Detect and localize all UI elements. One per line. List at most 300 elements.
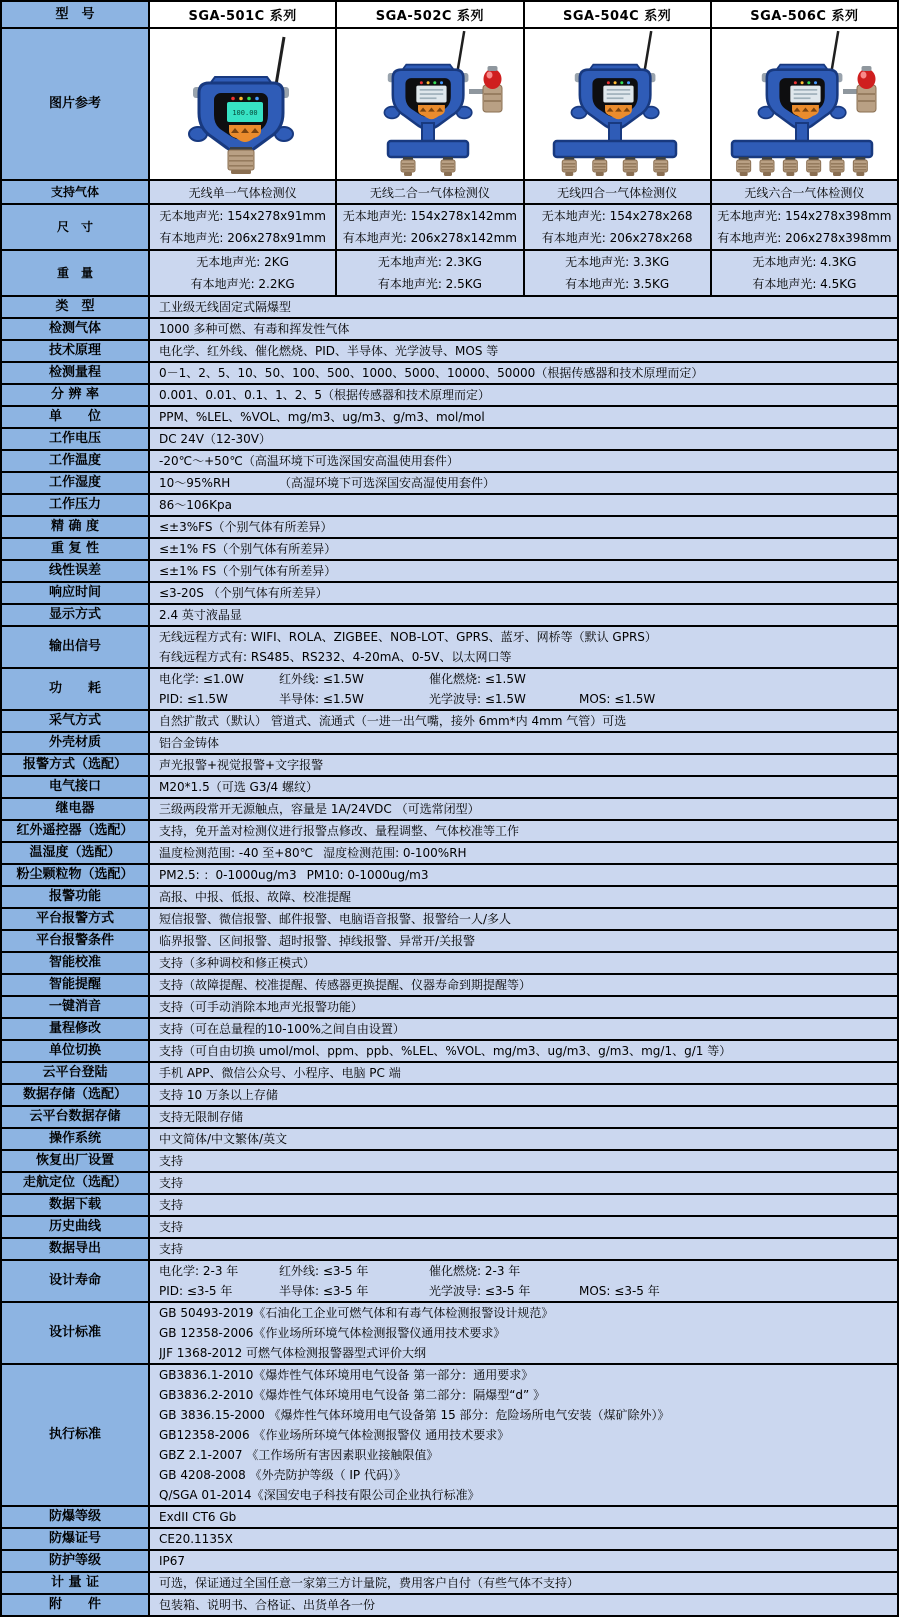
support-gas-value: 无线四合一气体检测仪 xyxy=(525,181,710,203)
spec-row xyxy=(2,777,897,797)
spec-text: 光学波导: ≤3-5 年 xyxy=(429,1284,531,1298)
spec-label: 智能提醒 xyxy=(2,975,148,995)
spec-text: MOS: ≤3-5 年 xyxy=(579,1284,660,1298)
spec-label: 重 复 性 xyxy=(2,539,148,559)
spec-text: 红外线: ≤3-5 年 xyxy=(279,1264,369,1278)
size-line: 有本地声光: 206x278x398mm xyxy=(717,231,892,245)
gas-detector-1-sensor-icon xyxy=(151,29,335,179)
weight-value xyxy=(150,251,335,295)
spec-line xyxy=(159,473,893,493)
spec-value xyxy=(150,1365,897,1505)
svg-text:100.00: 100.00 xyxy=(231,109,258,117)
spec-line xyxy=(159,605,893,625)
spec-row xyxy=(2,1529,897,1549)
spec-line xyxy=(159,539,893,559)
size-value xyxy=(150,205,335,249)
size-line: 无本地声光: 154x278x142mm xyxy=(342,209,517,223)
spec-row xyxy=(2,931,897,951)
spec-text: MOS: ≤1.5W xyxy=(579,692,656,706)
weight-line: 无本地声光: 3.3KG xyxy=(565,255,670,269)
spec-row xyxy=(2,1573,897,1593)
spec-value xyxy=(150,1507,897,1527)
spec-label: 防爆证号 xyxy=(2,1529,148,1549)
spec-text: ≤±1% FS（个别气体有所差异） xyxy=(159,542,337,556)
spec-row xyxy=(2,1129,897,1149)
size-row xyxy=(2,205,897,249)
spec-value xyxy=(150,605,897,625)
spec-line xyxy=(159,755,893,775)
spec-row xyxy=(2,363,897,383)
spec-value xyxy=(150,1217,897,1237)
spec-value xyxy=(150,627,897,667)
spec-line xyxy=(159,1063,893,1083)
spec-text: 催化燃烧: 2-3 年 xyxy=(429,1264,521,1278)
spec-row xyxy=(2,909,897,929)
spec-row xyxy=(2,669,897,709)
size-line: 无本地声光: 154x278x268 xyxy=(541,209,693,223)
spec-line xyxy=(159,1425,893,1445)
spec-label: 显示方式 xyxy=(2,605,148,625)
spec-value xyxy=(150,1019,897,1039)
spec-value xyxy=(150,385,897,405)
size-line: 有本地声光: 206x278x268 xyxy=(541,231,693,245)
spec-label: 数据下载 xyxy=(2,1195,148,1215)
spec-label: 一键消音 xyxy=(2,997,148,1017)
spec-line xyxy=(159,777,893,797)
spec-value xyxy=(150,669,897,709)
spec-value xyxy=(150,341,897,361)
spec-row xyxy=(2,1151,897,1171)
spec-label: 单 位 xyxy=(2,407,148,427)
spec-label: 执行标准 xyxy=(2,1365,148,1505)
product-image-cell-2 xyxy=(337,29,522,179)
spec-value xyxy=(150,1107,897,1127)
spec-text: 催化燃烧: ≤1.5W xyxy=(429,672,526,686)
spec-line xyxy=(159,1107,893,1127)
spec-text: ≤±3%FS（个别气体有所差异） xyxy=(159,520,333,534)
spec-row xyxy=(2,711,897,731)
spec-row xyxy=(2,1261,897,1301)
spec-text: ExdII CT6 Gb xyxy=(159,1510,237,1524)
spec-row xyxy=(2,297,897,317)
spec-label: 采气方式 xyxy=(2,711,148,731)
gas-detector-2-sensor-with-beacon-icon xyxy=(338,29,522,179)
spec-text: 包装箱、说明书、合格证、出货单各一份 xyxy=(159,1598,376,1612)
spec-row xyxy=(2,319,897,339)
spec-value xyxy=(150,1129,897,1149)
spec-line xyxy=(159,647,893,667)
spec-value xyxy=(150,583,897,603)
spec-text: PID: ≤3-5 年 xyxy=(159,1284,233,1298)
spec-value xyxy=(150,429,897,449)
spec-row xyxy=(2,539,897,559)
support-gas-label: 支持气体 xyxy=(2,181,148,203)
spec-value xyxy=(150,451,897,471)
spec-value xyxy=(150,931,897,951)
spec-text: 光学波导: ≤1.5W xyxy=(429,692,526,706)
spec-value xyxy=(150,1173,897,1193)
spec-row xyxy=(2,1173,897,1193)
spec-text: 电化学: 2-3 年 xyxy=(159,1264,239,1278)
spec-text: JJF 1368-2012 可燃气体检测报警器型式评价大纲 xyxy=(159,1346,427,1360)
spec-row xyxy=(2,953,897,973)
spec-value xyxy=(150,1063,897,1083)
spec-text: CE20.1135X xyxy=(159,1532,233,1546)
spec-line xyxy=(159,297,893,317)
spec-line xyxy=(159,1465,893,1485)
spec-text: 支持，免开盖对检测仪进行报警点修改、量程调整、气体校准等工作 xyxy=(159,824,520,838)
model-header-sga-504c: SGA-504C 系列 xyxy=(525,2,710,27)
spec-row xyxy=(2,583,897,603)
spec-text: GB 3836.15-2000 《爆炸性气体环境用电气设备第 15 部分：危险场所电气安装（煤矿除外）》 xyxy=(159,1408,670,1422)
spec-row xyxy=(2,1085,897,1105)
spec-line xyxy=(159,953,893,973)
spec-text: PM10: 0-1000ug/m3 xyxy=(306,868,429,882)
weight-value xyxy=(525,251,710,295)
spec-label: 附 件 xyxy=(2,1595,148,1615)
spec-label: 线性误差 xyxy=(2,561,148,581)
spec-value xyxy=(150,777,897,797)
spec-text: 声光报警+视觉报警+文字报警 xyxy=(159,758,324,772)
spec-row xyxy=(2,385,897,405)
spec-label: 设计标准 xyxy=(2,1303,148,1363)
spec-line xyxy=(159,407,893,427)
spec-value xyxy=(150,1595,897,1615)
spec-row xyxy=(2,429,897,449)
spec-line xyxy=(159,821,893,841)
spec-row xyxy=(2,843,897,863)
spec-line xyxy=(159,1019,893,1039)
spec-row xyxy=(2,1595,897,1615)
spec-label: 智能校准 xyxy=(2,953,148,973)
spec-text: GB 4208-2008 《外壳防护等级（ IP 代码）》 xyxy=(159,1468,406,1482)
model-header-row xyxy=(2,2,897,27)
spec-row xyxy=(2,1365,897,1505)
weight-label: 重 量 xyxy=(2,251,148,295)
spec-text: 高报、中报、低报、故障、校准提醒 xyxy=(159,890,352,904)
spec-value xyxy=(150,843,897,863)
spec-row xyxy=(2,755,897,775)
spec-line xyxy=(159,319,893,339)
spec-value xyxy=(150,1041,897,1061)
spec-line xyxy=(159,669,893,689)
spec-value xyxy=(150,297,897,317)
spec-line xyxy=(159,1151,893,1171)
spec-value xyxy=(150,1303,897,1363)
spec-text: 手机 APP、微信公众号、小程序、电脑 PC 端 xyxy=(159,1066,401,1080)
spec-value xyxy=(150,953,897,973)
image-row xyxy=(2,29,897,179)
size-label: 尺 寸 xyxy=(2,205,148,249)
weight-line: 有本地声光: 2.5KG xyxy=(377,277,482,291)
spec-row xyxy=(2,997,897,1017)
spec-text: ≤±1% FS（个别气体有所差异） xyxy=(159,564,337,578)
spec-text: 支持（故障提醒、校准提醒、传感器更换提醒、仪器寿命到期提醒等） xyxy=(159,978,532,992)
weight-value xyxy=(712,251,897,295)
product-image-cell-3 xyxy=(525,29,710,179)
spec-label: 精 确 度 xyxy=(2,517,148,537)
spec-label: 功 耗 xyxy=(2,669,148,709)
spec-line xyxy=(159,711,893,731)
spec-line xyxy=(159,909,893,929)
spec-row xyxy=(2,517,897,537)
spec-line xyxy=(159,1173,893,1193)
weight-line: 有本地声光: 4.5KG xyxy=(752,277,857,291)
spec-line xyxy=(159,1485,893,1505)
spec-text: 10～95%RH xyxy=(159,476,231,490)
spec-row xyxy=(2,1239,897,1259)
spec-label: 平台报警条件 xyxy=(2,931,148,951)
spec-line xyxy=(159,1595,893,1615)
spec-value xyxy=(150,755,897,775)
spec-line xyxy=(159,1217,893,1237)
spec-line xyxy=(159,733,893,753)
spec-label: 数据存储（选配） xyxy=(2,1085,148,1105)
size-line: 无本地声光: 154x278x398mm xyxy=(717,209,892,223)
spec-text: 支持 xyxy=(159,1176,184,1190)
spec-value xyxy=(150,319,897,339)
spec-text: 临界报警、区间报警、超时报警、掉线报警、异常开/关报警 xyxy=(159,934,476,948)
spec-label: 外壳材质 xyxy=(2,733,148,753)
spec-row xyxy=(2,495,897,515)
spec-text: 支持 xyxy=(159,1198,184,1212)
spec-label: 工作压力 xyxy=(2,495,148,515)
size-line: 有本地声光: 206x278x91mm xyxy=(159,231,326,245)
spec-line xyxy=(159,1573,893,1593)
spec-label: 红外遥控器（选配） xyxy=(2,821,148,841)
spec-label: 历史曲线 xyxy=(2,1217,148,1237)
spec-line xyxy=(159,689,893,709)
spec-row xyxy=(2,975,897,995)
spec-line xyxy=(159,1343,893,1363)
spec-line xyxy=(159,1239,893,1259)
spec-value xyxy=(150,1151,897,1171)
spec-text: 红外线: ≤1.5W xyxy=(279,672,364,686)
spec-text: GB3836.2-2010《爆炸性气体环境用电气设备 第二部分：隔爆型“d” 》 xyxy=(159,1388,546,1402)
spec-text: 温度检测范围: -40 至+80℃ xyxy=(159,846,314,860)
spec-text: ≤3-20S （个别气体有所差异） xyxy=(159,586,328,600)
spec-text: 86～106Kpa xyxy=(159,498,233,512)
spec-value xyxy=(150,363,897,383)
spec-line xyxy=(159,1529,893,1549)
spec-label: 分 辨 率 xyxy=(2,385,148,405)
spec-row xyxy=(2,1217,897,1237)
spec-line xyxy=(159,1365,893,1385)
spec-text: 短信报警、微信报警、邮件报警、电脑语音报警、报警给一人/多人 xyxy=(159,912,512,926)
spec-text: PID: ≤1.5W xyxy=(159,692,228,706)
spec-label: 技术原理 xyxy=(2,341,148,361)
spec-line xyxy=(159,1041,893,1061)
spec-value xyxy=(150,821,897,841)
spec-line xyxy=(159,1405,893,1425)
spec-text: PPM、%LEL、%VOL、mg/m3、ug/m3、g/m3、mol/mol xyxy=(159,410,485,424)
spec-label: 报警方式（选配） xyxy=(2,755,148,775)
spec-text: 中文简体/中文繁体/英文 xyxy=(159,1132,288,1146)
spec-text: IP67 xyxy=(159,1554,186,1568)
spec-label: 类 型 xyxy=(2,297,148,317)
weight-line: 有本地声光: 3.5KG xyxy=(565,277,670,291)
support-gas-value: 无线二合一气体检测仪 xyxy=(337,181,522,203)
spec-label: 工作温度 xyxy=(2,451,148,471)
product-image-cell-4 xyxy=(712,29,897,179)
spec-line xyxy=(159,887,893,907)
spec-label: 计 量 证 xyxy=(2,1573,148,1593)
spec-label: 走航定位（选配） xyxy=(2,1173,148,1193)
spec-line xyxy=(159,385,893,405)
spec-text: 支持 10 万条以上存储 xyxy=(159,1088,278,1102)
model-header-sga-502c: SGA-502C 系列 xyxy=(337,2,522,27)
spec-rows xyxy=(2,297,897,1615)
spec-value xyxy=(150,865,897,885)
model-header-label: 型 号 xyxy=(2,2,148,27)
spec-label: 响应时间 xyxy=(2,583,148,603)
spec-label: 检测气体 xyxy=(2,319,148,339)
spec-label: 云平台登陆 xyxy=(2,1063,148,1083)
spec-row xyxy=(2,605,897,625)
spec-line xyxy=(159,517,893,537)
spec-text: 铝合金铸体 xyxy=(159,736,220,750)
spec-value xyxy=(150,1261,897,1301)
spec-line xyxy=(159,997,893,1017)
spec-text: 可选，保证通过全国任意一家第三方计量院，费用客户自付（有些气体不支持） xyxy=(159,1576,580,1590)
spec-label: 继电器 xyxy=(2,799,148,819)
spec-label: 防爆等级 xyxy=(2,1507,148,1527)
spec-value xyxy=(150,1573,897,1593)
spec-line xyxy=(159,583,893,603)
spec-label: 工作湿度 xyxy=(2,473,148,493)
spec-label: 平台报警方式 xyxy=(2,909,148,929)
spec-row xyxy=(2,865,897,885)
spec-value xyxy=(150,1195,897,1215)
model-header-sga-501c: SGA-501C 系列 xyxy=(150,2,335,27)
spec-value xyxy=(150,711,897,731)
weight-value xyxy=(337,251,522,295)
spec-text: 自然扩散式（默认） 管道式、流通式（一进一出气嘴，接外 6mm*内 4mm 气管）可选 xyxy=(159,714,627,728)
size-value xyxy=(525,205,710,249)
spec-text: 支持 xyxy=(159,1220,184,1234)
spec-text: 0.001、0.01、0.1、1、2、5（根据传感器和技术原理而定） xyxy=(159,388,491,402)
spec-text: 有线远程方式有: RS485、RS232、4-20mA、0-5V、以太网口等 xyxy=(159,650,512,664)
spec-text: PM2.5: ：0-1000ug/m3 xyxy=(159,868,297,882)
spec-line xyxy=(159,799,893,819)
spec-text: GBZ 2.1-2007 《工作场所有害因素职业接触限值》 xyxy=(159,1448,439,1462)
spec-value xyxy=(150,407,897,427)
spec-value xyxy=(150,495,897,515)
spec-value xyxy=(150,1085,897,1105)
spec-label: 输出信号 xyxy=(2,627,148,667)
spec-text: 支持 xyxy=(159,1242,184,1256)
spec-row xyxy=(2,561,897,581)
spec-text: 支持（可在总量程的10-100%之间自由设置） xyxy=(159,1022,405,1036)
spec-row xyxy=(2,1195,897,1215)
spec-value xyxy=(150,909,897,929)
spec-text: 半导体: ≤3-5 年 xyxy=(279,1284,369,1298)
spec-label: 操作系统 xyxy=(2,1129,148,1149)
spec-line xyxy=(159,1385,893,1405)
spec-label: 工作电压 xyxy=(2,429,148,449)
spec-value xyxy=(150,997,897,1017)
model-header-sga-506c: SGA-506C 系列 xyxy=(712,2,897,27)
spec-row xyxy=(2,733,897,753)
spec-line xyxy=(159,1323,893,1343)
spec-row xyxy=(2,341,897,361)
spec-line xyxy=(159,429,893,449)
spec-value xyxy=(150,1529,897,1549)
spec-line xyxy=(159,1195,893,1215)
spec-text: 支持无限制存储 xyxy=(159,1110,244,1124)
spec-label: 温湿度（选配） xyxy=(2,843,148,863)
spec-line xyxy=(159,561,893,581)
spec-line xyxy=(159,363,893,383)
spec-label: 电气接口 xyxy=(2,777,148,797)
spec-line xyxy=(159,1303,893,1323)
spec-value xyxy=(150,975,897,995)
spec-label: 粉尘颗粒物（选配） xyxy=(2,865,148,885)
spec-line xyxy=(159,865,893,885)
spec-label: 报警功能 xyxy=(2,887,148,907)
spec-text: 工业级无线固定式隔爆型 xyxy=(159,300,292,314)
spec-text: 0－1、2、5、10、50、100、500、1000、5000、10000、50000（根据传感器和技术原理而定） xyxy=(159,366,704,380)
spec-label: 量程修改 xyxy=(2,1019,148,1039)
spec-text: GB12358-2006 《作业场所环境气体检测报警仪 通用技术要求》 xyxy=(159,1428,510,1442)
spec-text: GB3836.1-2010《爆炸性气体环境用电气设备 第一部分：通用要求》 xyxy=(159,1368,534,1382)
spec-text: 支持（多种调校和修正模式） xyxy=(159,956,316,970)
spec-line xyxy=(159,1445,893,1465)
size-line: 无本地声光: 154x278x91mm xyxy=(159,209,326,223)
spec-text: 三级两段常开无源触点，容量是 1A/24VDC （可选常闭型） xyxy=(159,802,480,816)
gas-detector-6-sensor-with-beacon-icon xyxy=(712,29,896,179)
spec-label: 防护等级 xyxy=(2,1551,148,1571)
spec-value xyxy=(150,561,897,581)
spec-row xyxy=(2,799,897,819)
spec-label: 恢复出厂设置 xyxy=(2,1151,148,1171)
spec-label: 检测量程 xyxy=(2,363,148,383)
spec-row xyxy=(2,1303,897,1363)
image-row-label: 图片参考 xyxy=(2,29,148,179)
spec-line xyxy=(159,451,893,471)
spec-text: GB 50493-2019《石油化工企业可燃气体和有毒气体检测报警设计规范》 xyxy=(159,1306,554,1320)
spec-line xyxy=(159,1085,893,1105)
spec-text: Q/SGA 01-2014《深国安电子科技有限公司企业执行标准》 xyxy=(159,1488,480,1502)
spec-value xyxy=(150,539,897,559)
spec-label: 设计寿命 xyxy=(2,1261,148,1301)
spec-value xyxy=(150,1239,897,1259)
spec-value xyxy=(150,799,897,819)
spec-value xyxy=(150,517,897,537)
spec-line xyxy=(159,1261,893,1281)
spec-value xyxy=(150,1551,897,1571)
support-gas-row xyxy=(2,181,897,203)
spec-row xyxy=(2,1019,897,1039)
weight-row xyxy=(2,251,897,295)
spec-line xyxy=(159,1129,893,1149)
spec-line xyxy=(159,1551,893,1571)
spec-text: 无线远程方式有: WIFI、ROLA、ZIGBEE、NOB-LOT、GPRS、蓝牙、网桥等（默认 GPRS） xyxy=(159,630,657,644)
spec-row xyxy=(2,1107,897,1127)
spec-line xyxy=(159,495,893,515)
spec-label: 数据导出 xyxy=(2,1239,148,1259)
spec-text: 支持（可手动消除本地声光报警功能） xyxy=(159,1000,364,1014)
spec-text: DC 24V（12-30V） xyxy=(159,432,271,446)
spec-row xyxy=(2,407,897,427)
spec-row xyxy=(2,451,897,471)
spec-text: （高湿环境下可选深国安高湿使用套件） xyxy=(279,476,496,490)
spec-value xyxy=(150,733,897,753)
weight-line: 无本地声光: 4.3KG xyxy=(752,255,857,269)
spec-row xyxy=(2,627,897,667)
size-line: 有本地声光: 206x278x142mm xyxy=(342,231,517,245)
spec-text: 半导体: ≤1.5W xyxy=(279,692,364,706)
